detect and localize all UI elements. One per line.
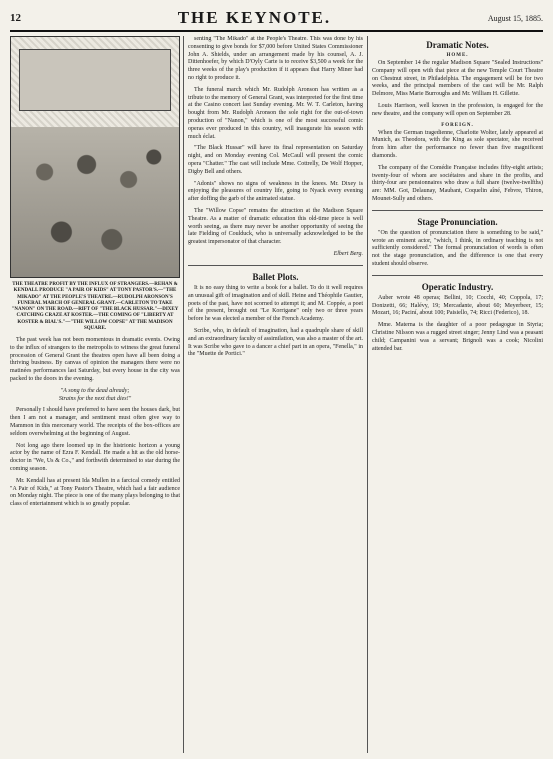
stage-illustration [19,49,171,111]
article-paragraph: Personally I should have preferred to have seen the houses dark, but then I am not a manager, and sentiment must often give way to Mammon in this mercenary world. The receipts of the box-offices are seldom overwhelming at the beginning of August. [10,407,180,437]
article-paragraph: Scribe, who, in default of imagination, had a quadruple share of skill and an extraordinary faculty of assimilation, was also a master of the art. It was Scribe who gave to a dancer a chief part in an opera, "Fenella," in the "Muette de Portici." [188,327,363,358]
article-paragraph: "Adonis" shows no signs of weakness in the knees. Mr. Dixey is enjoying the pleasures of country life, going to Nyack every evening after doffing the garb of the animated statue. [188,180,363,203]
column-rule [183,36,184,753]
section-divider [188,265,363,266]
article-paragraph: Louis Harrison, well known in the profession, is engaged for the new theatre, and the company will open on September 28. [372,102,543,117]
section-heading-notes: Dramatic Notes. [426,40,489,50]
paper-title: THE KEYNOTE. [177,8,332,27]
section-divider [372,275,543,276]
article-paragraph: Not long ago there loomed up in the histrionic horizon a young actor by the name of Ezra F. Kendall. He made a hit as the old horse-doctor in "We, Us & Co.," and forthwith determined to star during the coming season. [10,442,180,472]
masthead [10,6,543,32]
section-heading-stage: Stage Pronunciation. [417,216,498,227]
crowd-illustration [11,127,179,277]
column-rule [367,36,368,753]
page-number: 12 [10,12,21,24]
article-paragraph: The company of the Comédie Française includes fifty-eight artists; twenty-four of whom are sociétaires and share in the profits, and thirty-four are pensionnaires who draw a full share (twelve-twelfths) are: MM. Got, Delaunay, Maubant, Coquelin aîné, Febvre, Thiron, Mounet-Sully and others. [372,164,543,202]
column-right [372,36,543,753]
article-paragraph: When the German tragedienne, Charlotte Wolter, lately appeared at Munich, as Theodora, with the King as sole spectator, she received from him after the performance no fewer than five magnificent diamonds. [372,129,543,159]
article-paragraph: Mme. Materna is the daughter of a poor pedagogue in Styria; Christine Nilsson was a rugged street singer; Jenny Lind was a peasant child; Campanini was a servant; Brignoli was a cook; Nicolini attended bar. [372,322,543,352]
section-heading-operatic: Operatic Industry. [421,281,494,292]
section-divider [372,210,543,211]
issue-date: August 15, 1885. [487,13,543,23]
article-paragraph: "The Black Hussar" will have its final representation on Saturday night, and on Monday evening Col. McCaull will present the comic opera "Chatter." The cast will include Mme. Cottrelly, De Wolf Hopper, Digby Bell and others. [188,145,363,175]
article-paragraph: senting "The Mikado" at the People's Theatre. This was done by his consenting to give bonds for $7,000 before United States Commissioner John A. Shields, under an arrangement made by his counsel, A. J. Dittenhoefer, by which D'Oyly Carte is to receive $3,500 a week for the three weeks of the play's production if it appears that Harry Miner had no right to produce it. [188,36,363,81]
theatre-illustration [10,36,180,278]
section-heading-ballet: Ballet Plots. [252,271,299,282]
subheading-home: HOME. [446,53,469,58]
article-paragraph: The "Willow Copse" remains the attraction at the Madison Square Theatre. As a matter of dramatic education this old-time piece is well worth seeing, as there may never be another opportunity of seeing the late Fielding of Coulduck, who is universally acknowledged to be the greatest impersonator of that character. [188,207,363,246]
subheading-foreign: FOREIGN. [441,122,474,128]
article-paragraph: "On the question of pronunciation there is something to be said," wrote an eminent actor, "which, I think, in ordinary teaching is not sufficiently considered." The formal pronunciation of words is often not the stage pronunciation, and the difference is one that every student should observe. [372,229,543,267]
verse: "A song to the dead already; Strains for the next that dies!" [58,387,132,402]
article-paragraph: The past week has not been momentous in dramatic events. Owing to the influx of strangers to the metropolis to witness the great funeral procession of General Grant the theatres open have all been doing a thriving business. By canvas of opinion the managers there were no matinées performances last Saturday, but every house in the city was packed to the doors in the evening. [10,337,180,382]
article-paragraph: On September 14 the regular Madison Square "Sealed Instructions" Company will open with that piece at the new Temple Court Theatre on Chestnut street, in Philadelphia. The engagement will be for two weeks, and the principal members of the cast will be Mr. Ralph Delmore, Miss Marie Burroughs and Mr. William H. Gillette. [372,60,543,98]
column-middle [188,36,363,753]
article-paragraph: Mr. Kendall has at present Ida Mullen in a farcical comedy entitled "A Pair of Kids," at Tony Pastor's Theatre, which had a fair audience on Monday night. The piece is one of the many plays belonging to that class of entertainment which is so greatly popular. [10,477,180,508]
article-paragraph: The funeral march which Mr. Rudolph Aronson has written as a tribute to the memory of General Grant, was interpreted for the first time at the Casino concert last Sunday evening. Mr. W. T. Carleton, having bought from Mr. Rudolph Aronson the sole right for the out-of-town production of "Nanon," which is one of the most successful comic operas ever produced in this country, will inaugurate his season with much éclat. [188,86,363,140]
article-paragraph: Auber wrote 48 operas; Bellini, 10; Cocchi, 40; Coppola, 17; Donizetti, 66; Halévy, 19; Mercadante, about 60; Meyerbeer, 15; Mozart, 16; Paciní, about 100; Paisiello, 74; Ricci (Federico), 18. [372,294,543,317]
article-paragraph: It is no easy thing to write a book for a ballet. To do it well requires an unusual gift of imagination and of skill. Heine and Théophile Gautier, poets of the past, have not scorned to attempt it; and M. Coppée, a poet of the present, brought out "Le Korrigane" only two or three years before he was elected a member of the French Academy. [188,284,363,323]
byline: Elbert Berg. [333,250,363,257]
illustration-caption: THE THEATRE PROFIT BY THE INFLUX OF STRANGERS.—REHAN & KENDALL PRODUCE "A PAIR OF KIDS" AT TONY PASTOR'S.—"THE MIKADO" AT THE PEOPLE'S THEATRE.—RUDOLPH ARONSON'S FUNERAL MARCH OF GENERAL GRANT.—CARLETON TO TAKE "NANON" ON THE ROAD.—RIFT OF "THE BLACK HUSSAR."—DIXEY CATCHING CRAZE AT KOSTER.—THE COMING OF "LIBERTY AT KOSTER & BIAL'S."—"THE WILLOW COPSE" AT THE MADISON SQUARE. [11,282,179,331]
column-left [10,36,180,753]
